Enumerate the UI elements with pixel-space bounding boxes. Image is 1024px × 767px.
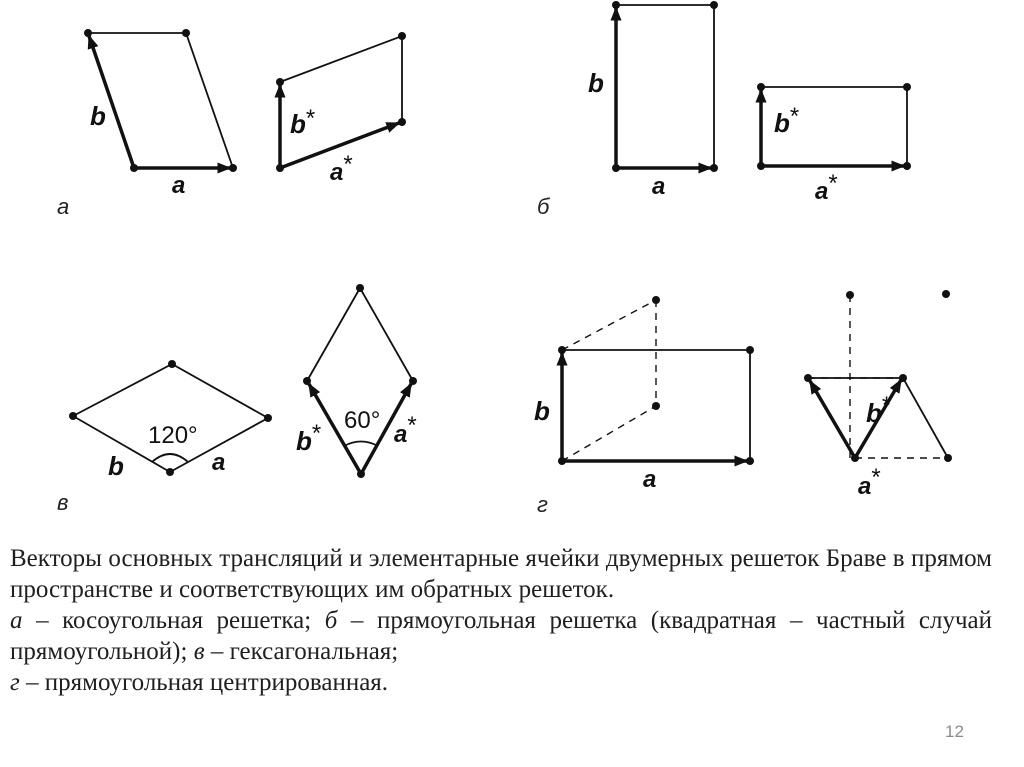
caption-legend-ab — [10, 605, 992, 667]
panel-a — [57, 29, 406, 219]
panel-b-direct-cell — [588, 1, 718, 200]
panel-g-direct-cell — [534, 296, 754, 493]
sub-label-b: б — [537, 194, 550, 219]
panel-v — [57, 284, 417, 515]
figure-caption — [10, 543, 992, 698]
label-b: b — [534, 396, 550, 426]
label-a-star: a* — [815, 170, 838, 205]
label-b-star: b* — [774, 103, 800, 138]
vector-b-star — [810, 381, 855, 458]
panel-v-direct-cell — [69, 360, 272, 481]
label-a-star: a* — [858, 464, 881, 500]
caption-intro: Векторы основных трансляций и элементарные ячейки двумерных решеток Браве в прямом пространстве и соответствующих им обратных решеток. — [10, 545, 992, 603]
slide-number: 12 — [945, 722, 964, 741]
panel-g-reciprocal-cell — [804, 290, 952, 500]
label-a: a — [172, 172, 186, 199]
label-a: a — [652, 173, 666, 200]
angle-120: 120° — [148, 422, 198, 449]
label-b: b — [588, 68, 604, 98]
panel-a-direct-cell — [84, 29, 237, 199]
caption-text-a: – косоугольная решетка; — [22, 607, 325, 634]
panel-b-reciprocal-cell — [757, 83, 911, 205]
label-a-star: a* — [394, 412, 417, 448]
label-b-star: b* — [290, 105, 316, 139]
panel-a-reciprocal-cell — [276, 32, 406, 186]
caption-letter-a: а — [10, 607, 23, 634]
caption-legend-g — [10, 667, 992, 698]
caption-text-v: – гексагональная; — [204, 638, 399, 665]
label-a: a — [643, 466, 657, 493]
caption-text-b: – прямоугольная решетка (квадратная – частный случай прямоугольной); — [10, 607, 992, 665]
label-b-star: b* — [296, 420, 322, 456]
label-a: a — [212, 449, 226, 476]
caption-letter-v: в — [193, 638, 205, 665]
label-b-star: b* — [866, 392, 892, 428]
sub-label-g: г — [537, 492, 548, 517]
panel-g — [534, 290, 952, 517]
panel-b — [537, 1, 911, 219]
label-b: b — [108, 451, 124, 481]
panel-v-reciprocal-cell — [296, 284, 417, 478]
caption-letter-g: г — [10, 669, 20, 696]
caption-letter-b: б — [324, 607, 338, 634]
sub-label-v: в — [57, 490, 69, 515]
label-a-star: a* — [330, 151, 353, 186]
sub-label-a: а — [57, 194, 70, 219]
angle-60: 60° — [344, 407, 381, 434]
label-b: b — [90, 101, 106, 131]
caption-text-g: – прямоугольная центрированная. — [19, 669, 389, 696]
